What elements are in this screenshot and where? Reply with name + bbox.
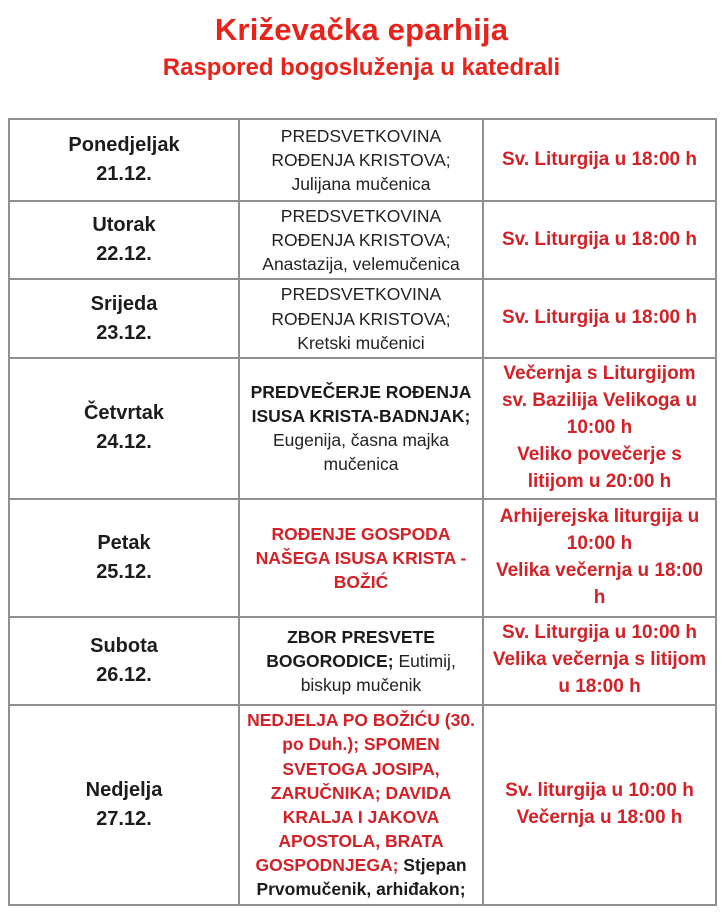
service-line: Sv. Liturgija u 18:00 h: [502, 228, 697, 250]
table-row: [9, 279, 716, 357]
feast-text: PREDSVETKOVINA ROĐENJA KRISTOVA; Anastazija, velemučenica: [262, 206, 460, 275]
day-date: 22.12.: [96, 243, 152, 266]
day-cell: [9, 279, 239, 357]
feast-cell: [239, 201, 483, 279]
day-date: 26.12.: [96, 663, 152, 686]
page-title: Križevačka eparhija: [214, 12, 509, 47]
table-row: [9, 201, 716, 279]
table-row: [9, 617, 716, 705]
feast-text: NEDJELJA PO BOŽIĆU (30. po Duh.); SPOMEN SVETOGA JOSIPA, ZARUČNIKA; DAVIDA KRALJA I JAKOVA APOSTOLA, BRATA GOSPODNJEGA;: [247, 710, 475, 876]
feast-text: PREDSVETKOVINA ROĐENJA KRISTOVA; Kretski mučenici: [271, 284, 451, 353]
day-name: Subota: [90, 634, 158, 657]
day-name: Utorak: [92, 214, 156, 237]
feast-text: Eugenija, časna majka mučenica: [272, 430, 450, 475]
service-line: Arhijerejska liturgija u 10:00 h: [499, 505, 700, 554]
table-row: [9, 499, 716, 617]
feast-text: Stjepan Prvomučenik, arhiđakon;: [256, 855, 467, 900]
day-cell: [9, 499, 239, 617]
service-line: Velika večernja u 18:00 h: [495, 559, 704, 608]
day-name: Ponedjeljak: [68, 134, 180, 156]
day-name: Petak: [97, 531, 151, 554]
feast-cell: [239, 279, 483, 357]
service-line: Večernja u 18:00 h: [516, 806, 683, 828]
day-date: 24.12.: [96, 431, 152, 454]
feast-text: ROĐENJE GOSPODA NAŠEGA ISUSA KRISTA - BOŽIĆ: [255, 523, 467, 592]
day-name: Nedjelja: [85, 778, 163, 801]
service-line: Sv. Liturgija u 10:00 h: [502, 622, 697, 644]
day-cell: [9, 201, 239, 279]
feast-cell: [239, 119, 483, 201]
day-date: 25.12.: [96, 560, 152, 583]
feast-text: PREDSVETKOVINA ROĐENJA KRISTOVA; Julijana mučenica: [271, 125, 451, 195]
table-row: [9, 119, 716, 201]
service-line: Veliko povečerje s litijom u 20:00 h: [517, 443, 682, 492]
page-subtitle: Raspored bogosluženja u katedrali: [162, 54, 561, 81]
day-date: 23.12.: [96, 321, 152, 344]
services-cell: [483, 119, 716, 201]
day-cell: [9, 358, 239, 499]
feast-cell: [239, 499, 483, 617]
feast-cell: [239, 617, 483, 705]
service-line: Sv. liturgija u 10:00 h: [505, 779, 694, 801]
services-cell: [483, 279, 716, 357]
table-row: [9, 705, 716, 905]
table-row: [9, 358, 716, 499]
services-cell: [483, 617, 716, 705]
flyer-page: [0, 12, 723, 906]
service-line: Sv. Liturgija u 18:00 h: [502, 148, 697, 170]
day-cell: [9, 119, 239, 201]
day-date: 21.12.: [96, 163, 152, 185]
services-cell: [483, 499, 716, 617]
services-cell: [483, 201, 716, 279]
feast-text: ZBOR PRESVETE BOGORODICE;: [266, 626, 435, 671]
service-line: Velika večernja s litijom u 18:00 h: [492, 649, 707, 698]
schedule-table: [8, 118, 717, 906]
feast-cell: [239, 358, 483, 499]
day-name: Srijeda: [90, 292, 158, 315]
services-cell: [483, 358, 716, 499]
day-name: Četvrtak: [83, 402, 165, 425]
service-line: Sv. Liturgija u 18:00 h: [502, 307, 697, 329]
feast-text: Eutimij, biskup mučenik: [300, 650, 456, 695]
day-date: 27.12.: [96, 807, 152, 830]
feast-text: PREDVEČERJE ROĐENJA ISUSA KRISTA-BADNJAK;: [250, 382, 472, 427]
day-cell: [9, 705, 239, 905]
feast-cell: [239, 705, 483, 905]
services-cell: [483, 705, 716, 905]
day-cell: [9, 617, 239, 705]
service-line: Večernja s Liturgijom sv. Bazilija Velikoga u 10:00 h: [501, 362, 697, 438]
